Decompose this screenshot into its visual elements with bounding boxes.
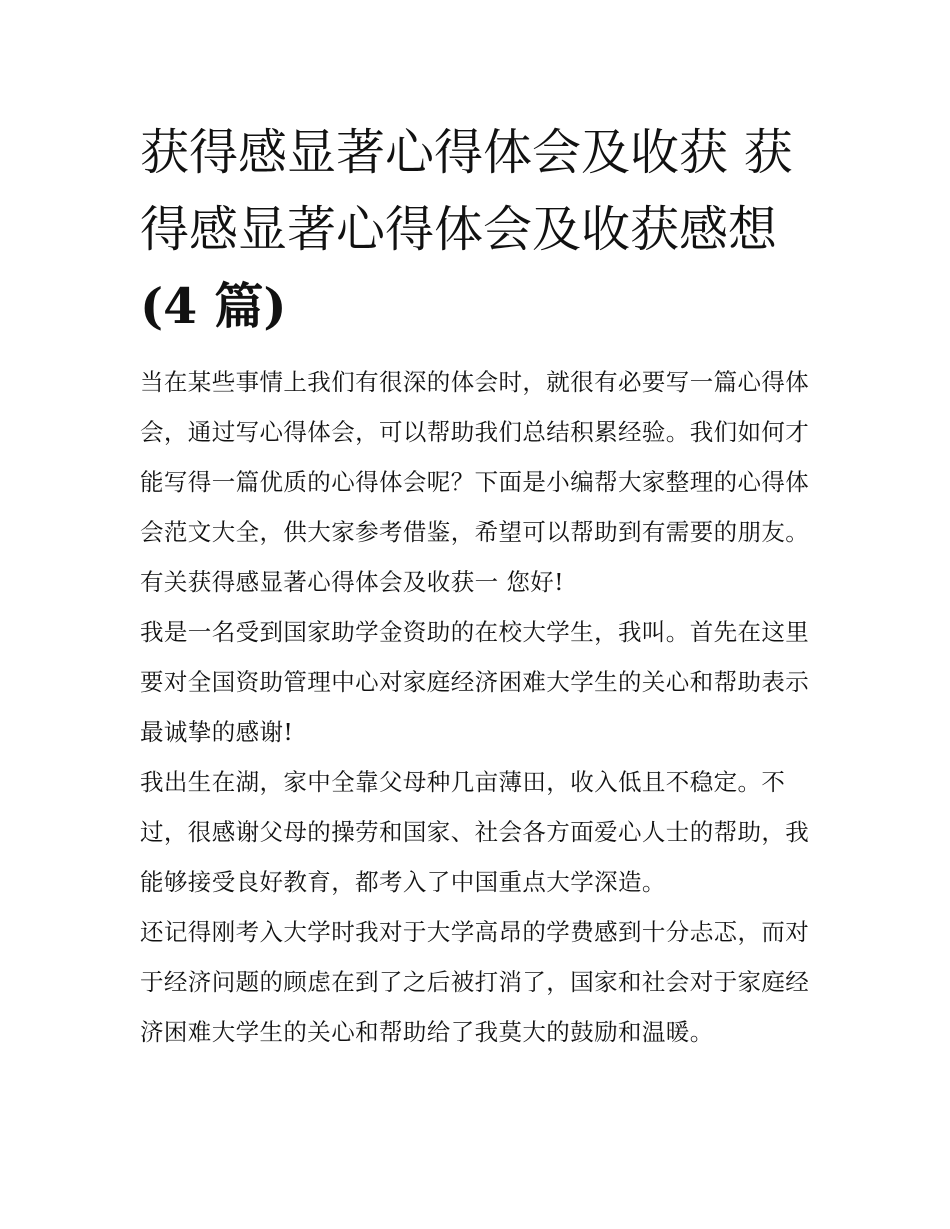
- document-content: [140, 114, 812, 1057]
- intro-paragraph: 当在某些事情上我们有很深的体会时，就很有必要写一篇心得体会，通过写心得体会，可以帮助我们总结积累经验。我们如何才能写得一篇优质的心得体会呢？下面是小编帮大家整理的心得体会范文大全，供大家参考借鉴，希望可以帮助到有需要的朋友。: [140, 368, 810, 546]
- body-paragraph-1: 我是一名受到国家助学金资助的在校大学生，我叫。首先在这里要对全国资助管理中心对家庭经济困难大学生的关心和帮助表示最诚挚的感谢!: [140, 618, 810, 746]
- body-paragraph-3: 还记得刚考入大学时我对于大学高昂的学费感到十分忐忑，而对于经济问题的顾虑在到了之后被打消了，国家和社会对于家庭经济困难大学生的关心和帮助给了我莫大的鼓励和温暖。: [140, 918, 810, 1046]
- document-title: [140, 114, 812, 345]
- document-title-main: 获得感显著心得体会及收获 获得感显著心得体会及收获感想: [140, 124, 793, 258]
- body-paragraph-2: 我出生在湖，家中全靠父母种几亩薄田，收入低且不稳定。不过，很感谢父母的操劳和国家、社会各方面爱心人士的帮助，我能够接受良好教育，都考入了中国重点大学深造。: [140, 768, 810, 896]
- document-title-suffix: (4 篇): [140, 277, 287, 335]
- greeting-paragraph: 有关获得感显著心得体会及收获一 您好!: [140, 568, 565, 596]
